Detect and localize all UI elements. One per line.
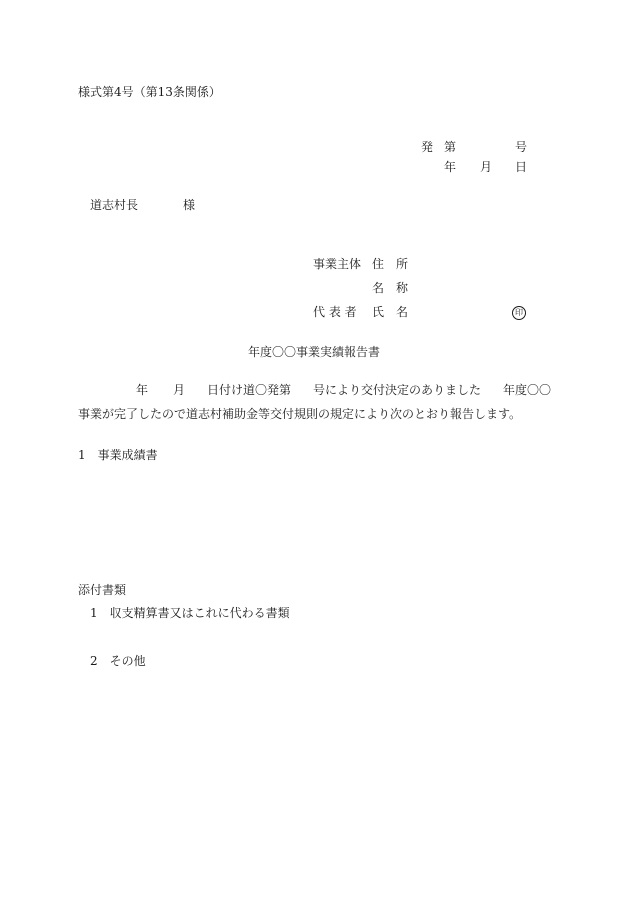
body-text-a: 日付け道〇発第	[207, 383, 292, 397]
name-label: 名 称	[372, 281, 409, 295]
body-text-b: 号により交付決定のありました	[313, 383, 482, 397]
seal-mark	[512, 305, 526, 320]
date-day: 日	[515, 160, 528, 174]
body-year: 年	[136, 383, 149, 397]
body-month: 月	[173, 383, 186, 397]
body-line-2: 事業が完了したので道志村補助金等交付規則の規定により次のとおり報告します。	[78, 407, 522, 421]
rep-name-label: 氏 名	[372, 305, 409, 319]
document-title: 年度〇〇事業実績報告書	[248, 345, 381, 359]
representative-label: 代 表 者	[313, 305, 357, 319]
seal-circle: 印	[512, 306, 526, 320]
form-number: 様式第4号（第13条関係）	[78, 85, 221, 99]
attachment-item-2: 2 その他	[90, 654, 146, 668]
date-month: 月	[480, 160, 493, 174]
body-text-c: 年度〇〇	[503, 383, 552, 397]
issue-go: 号	[515, 140, 528, 154]
date-year: 年	[444, 160, 457, 174]
address-label: 住 所	[372, 257, 409, 271]
entity-label: 事業主体	[313, 257, 362, 271]
attachment-item-1: 1 収支精算書又はこれに代わる書類	[90, 606, 290, 620]
section-business-results: 1 事業成績書	[78, 448, 158, 462]
attachments-heading: 添付書類	[78, 583, 127, 597]
addressee-name: 道志村長	[90, 198, 139, 212]
addressee-honorific: 様	[183, 198, 196, 212]
issue-hatsu: 発	[421, 140, 434, 154]
issue-dai: 第	[444, 140, 457, 154]
